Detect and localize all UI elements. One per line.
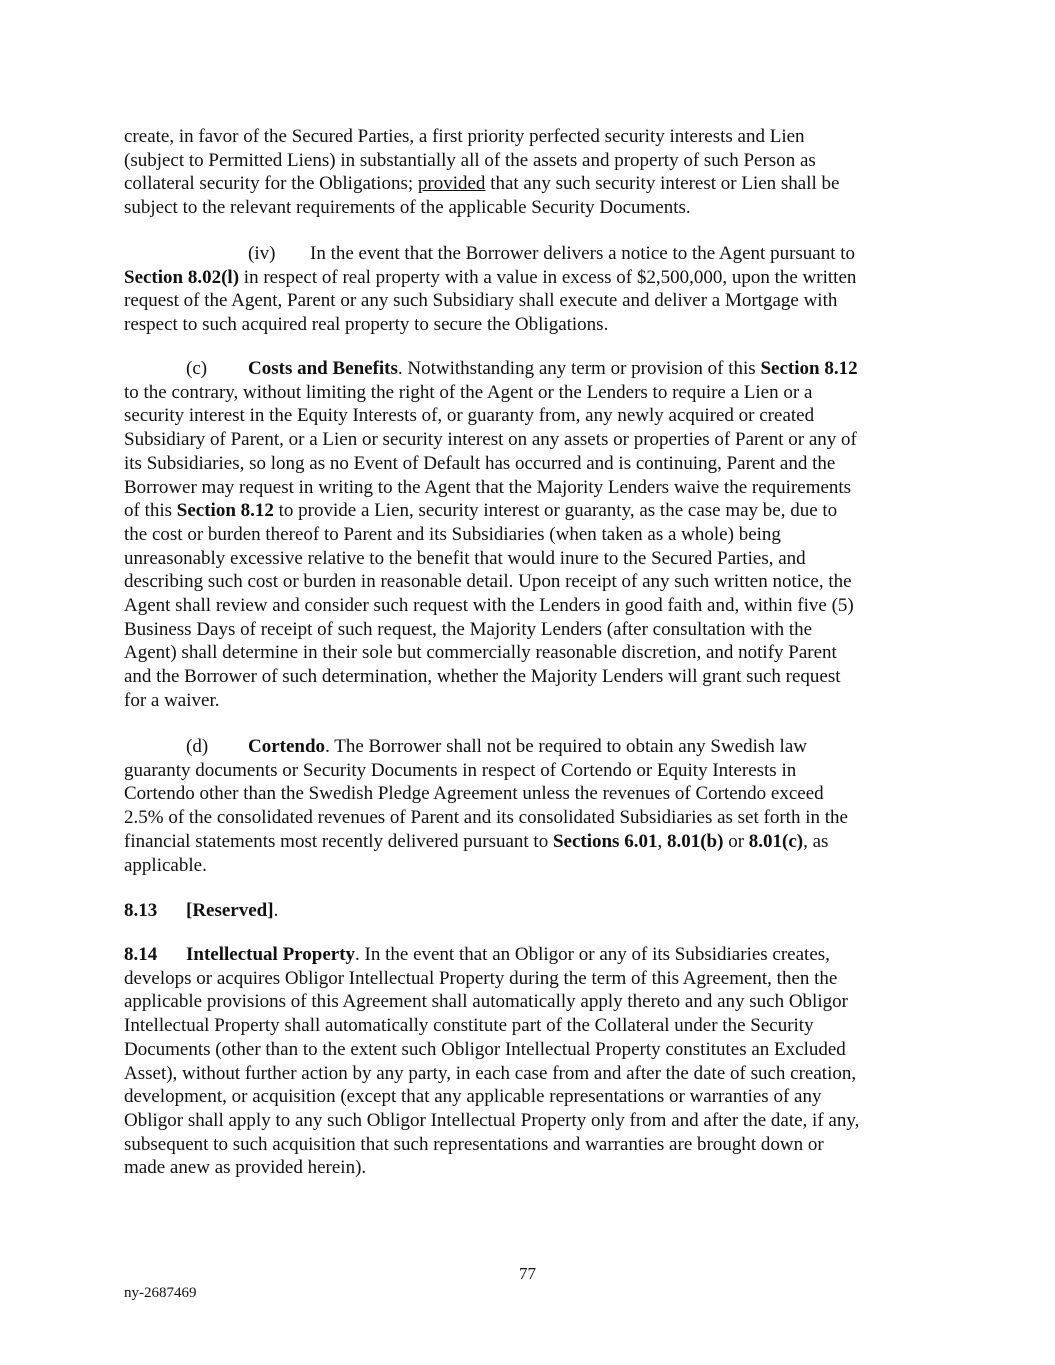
text-line: financial statements most recently delivered pursuant to Sections 6.01, 8.01(b) or 8.01(c), as (124, 830, 829, 852)
document-id: ny-2687469 (124, 1285, 197, 1301)
text-line: request of the Agent, Parent or any such Subsidiary shall execute and deliver a Mortgage with (124, 290, 838, 312)
text-line: collateral security for the Obligations; provided that any such security interest or Lien shall be (124, 173, 840, 195)
text-line: Intellectual Property shall automatically constitute part of the Collateral under the Security (124, 1015, 814, 1037)
text-line: Borrower may request in writing to the Agent that the Majority Lenders waive the requirements (124, 476, 852, 498)
text-line: applicable provisions of this Agreement shall automatically apply thereto and any such Obligor (124, 991, 848, 1013)
text-line: respect to such acquired real property to secure the Obligations. (124, 314, 609, 336)
paragraph-heading: Cortendo (248, 736, 326, 757)
text-line: Obligor shall apply to any such Obligor Intellectual Property only from and after the date, if any, (124, 1109, 860, 1131)
underlined-term: provided (417, 173, 486, 195)
list-marker: (iv) (248, 243, 276, 264)
section-reference: 8.01(b) (666, 830, 724, 852)
text-line: Documents (other than to the extent such Obligor Intellectual Property constitutes an Excluded (124, 1038, 846, 1060)
text-line: development, or acquisition (except that any applicable representations or warranties of any (124, 1086, 822, 1108)
text-line: subject to the relevant requirements of the applicable Security Documents. (124, 197, 691, 219)
text-line: Business Days of receipt of such request, the Majority Lenders (after consultation with the (124, 618, 813, 640)
text-line: its Subsidiaries, so long as no Event of Default has occurred and is continuing, Parent and the (124, 452, 836, 474)
section-reference: 8.01(c) (748, 830, 804, 852)
text-line: (iv) In the event that the Borrower delivers a notice to the Agent pursuant to (248, 243, 856, 264)
text-line: develops or acquires Obligor Intellectual Property during the term of this Agreement, then the (124, 967, 838, 989)
section-number: 8.13 (124, 900, 158, 921)
section-number: 8.14 (124, 944, 158, 965)
section-title: [Reserved] (186, 900, 274, 921)
text-line: the cost or burden thereof to Parent and its Subsidiaries (when taken as a whole) being (124, 523, 781, 545)
text-line: security interest in the Equity Interests of, or guaranty from, any newly acquired or created (124, 405, 815, 427)
list-marker: (c) (186, 358, 208, 379)
paragraph-continuation (124, 125, 934, 220)
text-line: (c) Costs and Benefits. Notwithstanding any term or provision of this Section 8.12 (186, 358, 858, 379)
text-line: Agent) shall determine in their sole but commercially reasonable discretion, and notify Parent (124, 642, 837, 664)
text-line: 8.14 Intellectual Property. In the event that an Obligor or any of its Subsidiaries creates, (124, 944, 830, 965)
text-line: Asset), without further action by any party, in each case from and after the date of such creation, (124, 1062, 857, 1084)
section-reference: Section 8.12 (760, 358, 858, 379)
section-reference: Section 8.12 (176, 500, 274, 522)
text-line: 2.5% of the consolidated revenues of Parent and its consolidated Subsidiaries as set forth in the (124, 807, 848, 829)
text-line: create, in favor of the Secured Parties, a first priority perfected security interests and Lien (124, 126, 805, 147)
text-line: Section 8.02(l) in respect of real property with a value in excess of $2,500,000, upon the written (124, 266, 857, 288)
text-line: Agent shall review and consider such request with the Lenders in good faith and, within five (5) (124, 595, 854, 617)
paragraph-iv (124, 242, 934, 337)
text-line: for a waiver. (124, 689, 220, 711)
text-line: made anew as provided herein). (124, 1157, 367, 1179)
section-8-14 (124, 943, 934, 1180)
text-line: to the contrary, without limiting the right of the Agent or the Lenders to require a Lien or a (124, 381, 813, 403)
text-line: subsequent to such acquisition that such representations and warranties are brought down or (124, 1133, 824, 1155)
text-line: (subject to Permitted Liens) in substantially all of the assets and property of such Person as (124, 149, 816, 171)
text-line: unreasonably excessive relative to the benefit that would inure to the Secured Parties, and (124, 547, 806, 569)
section-8-13 (124, 899, 934, 923)
text-line: Subsidiary of Parent, or a Lien or security interest on any assets or properties of Parent or any of (124, 429, 857, 451)
page-number: 77 (519, 1264, 536, 1283)
paragraph-d (124, 735, 934, 877)
text-line: (d) Cortendo. The Borrower shall not be required to obtain any Swedish law (186, 736, 807, 757)
section-reference: Section 8.02(l) (124, 266, 240, 288)
paragraph-c (124, 357, 934, 713)
text-line: guaranty documents or Security Documents in respect of Cortendo or Equity Interests in (124, 759, 797, 781)
section-reference: Sections 6.01 (552, 830, 658, 852)
text-line: applicable. (124, 854, 207, 876)
section-title: Intellectual Property (186, 944, 356, 965)
text-line: describing such cost or burden in reasonable detail. Upon receipt of any such written notice, the (124, 571, 852, 593)
list-marker: (d) (186, 736, 209, 757)
paragraph-heading: Costs and Benefits (248, 358, 398, 379)
text-line: of this Section 8.12 to provide a Lien, security interest or guaranty, as the case may be, due to (124, 500, 838, 522)
text-line: and the Borrower of such determination, whether the Majority Lenders will grant such request (124, 666, 841, 688)
section-heading: 8.13 [Reserved]. (124, 900, 279, 921)
text-line: Cortendo other than the Swedish Pledge Agreement unless the revenues of Cortendo exceed (124, 783, 824, 805)
